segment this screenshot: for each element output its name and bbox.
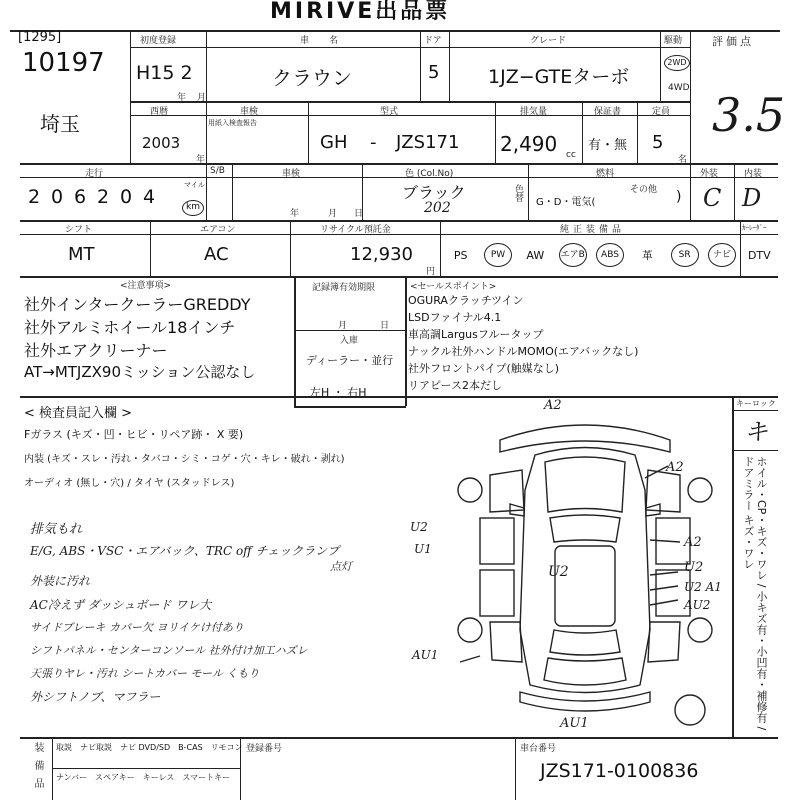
equipment-item: SR (666, 240, 703, 270)
capacity-label: 定員 (652, 107, 671, 117)
diagram-mark: A2 (544, 398, 562, 413)
capacity-unit: 名 (678, 155, 688, 165)
first-reg-month-unit: 月 (197, 93, 207, 103)
diagram-mark: AU2 (684, 598, 711, 612)
diagram-mark: A2 (666, 460, 684, 475)
shift-value: MT (68, 244, 95, 265)
hand-note: 排気もれ (30, 522, 83, 537)
equipment-item: エアB (554, 240, 591, 270)
mileage-digit: 0 (120, 186, 133, 208)
caution-item: 社外アルミホイール18インチ (24, 318, 236, 337)
western-year-value: 2003 (142, 134, 181, 152)
bracket-number: [1295] (18, 30, 62, 45)
shaken-day-unit: 日 (354, 209, 364, 219)
sales-item: ナックル社外ハンドルMOMO(エアバックなし) (408, 345, 639, 358)
color-change-label: 色替 (513, 184, 523, 202)
fuel-close: ) (676, 189, 682, 205)
equipment-row (442, 240, 778, 270)
footer-item: スペアキー (95, 773, 135, 782)
audio-line: オーディオ (無し・穴) / タイヤ (スタッドレス) (24, 478, 235, 489)
side-vertical-text: ホイル・CP・キズ・ワレ / 小キズ有・小凹有・補修有 / ドアミラー キズ・ワレ (742, 456, 768, 731)
radar-label: ｶｰﾚｰﾀﾞｰ (742, 224, 767, 232)
drive-label: 駆動 (664, 36, 683, 46)
diagram-mark: U1 (414, 542, 432, 556)
mileage-unit-top: マイル (184, 181, 205, 189)
footer-item: B-CAS (178, 743, 203, 752)
sales-item: LSDファイナル4.1 (408, 311, 502, 324)
hand-note: 外シフトノブ、マフラー (30, 690, 161, 704)
inspector-title: < 検査員記入欄 > (24, 406, 133, 421)
mileage-digit: 0 (51, 186, 64, 208)
mileage-digit: 2 (97, 186, 110, 208)
diagram-mark: U2 (684, 560, 704, 575)
doors-label: ドア (424, 36, 442, 46)
model-dash: - (370, 132, 377, 153)
doors-value: 5 (428, 62, 440, 83)
key-value: キ (744, 418, 768, 446)
equipment-item: PS (453, 248, 468, 262)
interior-label: 内装 (744, 169, 763, 179)
record-month: 月 (338, 321, 348, 331)
hand-note: シフトパネル・センターコンソール 社外付け加工ハズレ (30, 644, 308, 657)
equipment-item: ABS (591, 240, 628, 270)
mileage-digit: 4 (143, 186, 156, 208)
model-label: 型式 (380, 107, 399, 117)
exterior-value: C (703, 184, 722, 212)
record-label: 記録簿有効期限 (312, 283, 376, 293)
sales-item: リアピース2本だし (408, 379, 503, 392)
footer-item: ナビ取説 (80, 743, 112, 752)
model-prefix: GH (320, 132, 348, 153)
sheet-title: MIRIVE出品票 (270, 0, 451, 24)
hand-note: 点灯 (330, 560, 352, 573)
fuel-other: その他 (630, 185, 658, 195)
first-reg-label: 初度登録 (140, 36, 177, 46)
diagram-mark: A2 (684, 535, 702, 550)
recycle-value: 12,930 (350, 244, 413, 265)
shaken-year-unit: 年 (290, 209, 300, 219)
displacement-unit: cc (566, 150, 576, 160)
hand-notes (30, 518, 352, 711)
mileage-digits (28, 186, 166, 208)
diagram-mark: AU1 (560, 716, 589, 731)
footer-item: ナンバー (56, 773, 88, 782)
shaken-month-unit: 月 (328, 209, 338, 219)
hand-note: サイドブレーキ カバー欠 ヨリイケけ付あり (30, 621, 244, 634)
diagram-mark: U2 (548, 564, 569, 580)
equipment-label: 純正装備品 (560, 225, 626, 235)
fuel-label: 燃料 (596, 169, 615, 179)
recycle-label: リサイクル預託金 (320, 225, 391, 235)
drive-4wd: 4WD (668, 83, 690, 93)
grade-value: 1JZ−GTEターボ (488, 66, 630, 88)
displacement-value: 2,490 (500, 132, 558, 156)
first-reg-year-unit: 年 (177, 93, 187, 103)
model-value: JZS171 (396, 132, 460, 153)
footer-col1-label: 装備品 (32, 742, 43, 796)
car-name-label: 車名 (300, 36, 359, 46)
glass-line: Fガラス (キズ・凹・ヒビ・リペア跡・ X 要) (24, 428, 244, 441)
record-day: 日 (380, 321, 390, 331)
fuel-value: G・D・電気( (536, 197, 596, 208)
exterior-label: 外装 (700, 169, 719, 179)
shift-label: シフト (65, 225, 93, 235)
equipment-item: DTV (747, 248, 771, 262)
dealer-text: ディーラー・並行 (306, 354, 394, 367)
caution-item: 社外インタークーラーGREDDY (24, 295, 251, 314)
warranty-value: 有・無 (588, 138, 628, 153)
color-value: ブラック (402, 183, 466, 202)
handle-text: 左H ・ 右H (310, 386, 367, 399)
mileage-digit: 2 (28, 186, 41, 208)
car-name-value: クラウン (272, 66, 352, 90)
color-label: 色 (Col.No) (405, 169, 454, 179)
color-code: 202 (424, 200, 451, 216)
chassis-value: JZS171-0100836 (540, 760, 699, 782)
reg-label: 登録番号 (246, 744, 283, 754)
hand-note: AC冷えず ダッシュボード ワレ大 (30, 598, 212, 612)
footer-items-top (56, 742, 243, 753)
sales-list (408, 292, 638, 394)
recycle-unit: 円 (426, 267, 436, 277)
region: 埼玉 (40, 112, 80, 136)
western-year-unit: 年 (196, 155, 206, 165)
ac-label: エアコン (200, 225, 236, 235)
warranty-label: 保証書 (594, 107, 622, 117)
diagram-mark: U2 A1 (684, 580, 722, 594)
hand-note: 天張りヤレ・汚れ シートカバー モール くもり (30, 667, 260, 680)
equipment-item: 革 (641, 249, 653, 262)
footer-item: スマートキー (182, 773, 231, 782)
inspection-sub: 用紙入検査報告 (208, 119, 257, 127)
key-label: キーロック (736, 399, 776, 408)
mileage-unit-km: km (182, 194, 204, 216)
score-label: 評価点 (712, 35, 754, 48)
footer-item: キーレス (142, 773, 175, 782)
lot-number: 10197 (22, 48, 105, 78)
ac-value: AC (204, 244, 229, 265)
caution-list (24, 292, 255, 384)
first-reg-value: H15 2 (136, 62, 193, 84)
western-year-label: 西暦 (150, 107, 169, 117)
grade-label: グレード (530, 36, 567, 46)
chassis-label: 車台番号 (520, 744, 557, 754)
equipment-item: ナビ (703, 240, 740, 270)
sales-item: 社外フロントパイプ(触媒なし) (408, 362, 560, 375)
diagram-mark: AU1 (412, 648, 439, 662)
sb-label: S/B (210, 166, 225, 176)
footer-item: 取説 (56, 743, 72, 752)
input-label: 入庫 (340, 336, 359, 346)
capacity-value: 5 (652, 132, 664, 153)
hand-note: 外装に汚れ (30, 574, 91, 588)
drive-2wd: 2WD (664, 50, 690, 71)
footer-items-bottom (56, 772, 230, 783)
diagram-mark: U2 (410, 520, 428, 534)
equipment-item: AW (526, 248, 545, 262)
equipment-item: PW (479, 240, 516, 270)
displacement-label: 排気量 (520, 107, 548, 117)
mileage-label: 走行 (85, 169, 104, 179)
sales-item: OGURAクラッチツイン (408, 294, 524, 307)
inspection-label: 車検 (240, 107, 259, 117)
sales-label: <セールスポイント> (410, 282, 497, 292)
sales-item: 車高調Largusフルータップ (408, 328, 544, 341)
shaken-label: 車検 (282, 169, 301, 179)
footer-item: リモコン (210, 743, 243, 752)
mileage-digit: 6 (74, 186, 87, 208)
footer-item: ナビ DVD/SD (120, 743, 171, 752)
score-value: 3.5 (712, 88, 786, 142)
interior-line: 内装 (キズ・スレ・汚れ・タバコ・シミ・コゲ・穴・キレ・破れ・剥れ) (24, 454, 345, 465)
interior-value: D (742, 184, 762, 212)
caution-item: AT→MTJZX90ミッション公認なし (24, 363, 256, 381)
hand-note: E/G, ABS・VSC・エアバック、TRC off チェックランプ (30, 544, 340, 558)
caution-item: 社外エアクリーナー (24, 341, 168, 360)
caution-label: <注意事項> (120, 281, 172, 291)
